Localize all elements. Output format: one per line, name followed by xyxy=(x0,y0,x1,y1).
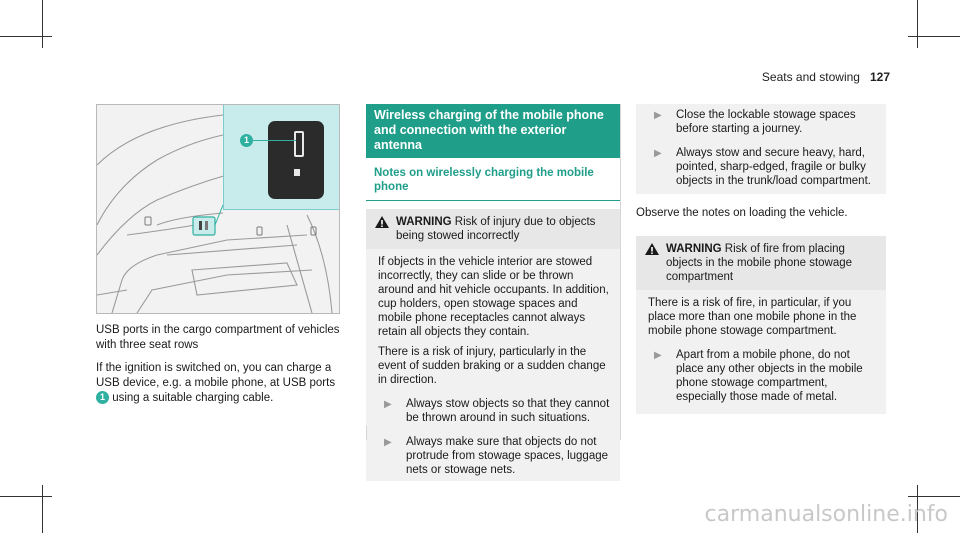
warning-body xyxy=(366,249,620,481)
instruction-item xyxy=(378,397,612,425)
warning-triangle-icon xyxy=(644,242,660,256)
warning-box xyxy=(366,209,620,481)
arrow-right-icon: ▶ xyxy=(384,399,392,410)
callout-line xyxy=(252,140,296,141)
usb-panel xyxy=(268,121,324,199)
cargo-usb-figure xyxy=(96,104,340,314)
instruction-text: Close the lockable stowage spaces before starting a journey. xyxy=(676,109,856,135)
usb-port-slot xyxy=(294,131,304,157)
usb-paragraph xyxy=(96,361,346,406)
warning-text: Risk of injury due to objects being stowed incorrectly xyxy=(396,216,596,242)
right-column xyxy=(636,104,886,414)
crop-mark xyxy=(42,485,43,533)
column-divider xyxy=(366,426,367,440)
page-number: 127 xyxy=(869,70,890,84)
running-header xyxy=(762,70,890,84)
crop-mark xyxy=(0,496,52,497)
instruction-item xyxy=(378,435,612,477)
middle-column xyxy=(366,104,620,481)
lock-icon xyxy=(294,169,300,176)
loading-note: Observe the notes on loading the vehicle. xyxy=(636,207,848,219)
warning-body xyxy=(636,290,886,414)
callout-1: 1 xyxy=(96,391,109,404)
usb-port-inset xyxy=(223,105,340,210)
usb-paragraph-end: using a suitable charging cable. xyxy=(112,392,274,404)
warning-box-continued xyxy=(636,104,886,194)
arrow-right-icon: ▶ xyxy=(654,350,662,361)
usb-paragraph-text: If the ignition is switched on, you can charge a USB device, e.g. a mobile phone, at USB ports xyxy=(96,362,336,389)
crop-mark xyxy=(0,36,52,37)
crop-mark xyxy=(908,36,960,37)
instruction-text: Always make sure that objects do not protrude from stowage spaces, luggage nets or stowage nets. xyxy=(406,436,609,476)
subsection-title: Notes on wirelessly charging the mobile phone xyxy=(366,158,620,201)
instruction-text: Always stow objects so that they cannot be thrown around in such situations. xyxy=(406,398,610,424)
instruction-item xyxy=(648,104,878,136)
crop-mark xyxy=(917,0,918,48)
warning-paragraph: There is a risk of injury, particularly in the event of sudden braking or a sudden change in direction. xyxy=(378,346,606,386)
warning-label: WARNING xyxy=(396,216,452,228)
section-title: Wireless charging of the mobile phone and connection with the exterior antenna xyxy=(366,104,620,158)
warning-label: WARNING xyxy=(666,243,722,255)
warning-header xyxy=(636,236,886,290)
header-section: Seats and stowing xyxy=(761,70,860,84)
column-divider xyxy=(620,104,621,440)
watermark: carmanualsonline.info xyxy=(704,502,948,527)
figure-caption: USB ports in the cargo compartment of vehicles with three seat rows xyxy=(96,324,340,351)
warning-triangle-icon xyxy=(374,215,390,229)
crop-mark xyxy=(908,496,960,497)
left-column-text xyxy=(96,323,346,414)
warning-header xyxy=(366,209,620,249)
warning-paragraph: If objects in the vehicle interior are stowed incorrectly, they can slide or be thrown around and hit vehicle occupants. In addition, cup holders, open stowage spaces and mobile phone receptacles cannot always retain all objects they contain. xyxy=(378,256,609,338)
instruction-text: Always stow and secure heavy, hard, pointed, sharp-edged, fragile or bulky objects in the trunk/load compartment. xyxy=(676,147,871,187)
instruction-item xyxy=(648,146,878,188)
instruction-text: Apart from a mobile phone, do not place any other objects in the mobile phone stowage compartment, especially those made of metal. xyxy=(676,349,863,403)
callout-1: 1 xyxy=(240,134,253,147)
arrow-right-icon: ▶ xyxy=(654,110,662,121)
warning-box xyxy=(636,236,886,414)
instruction-item xyxy=(648,348,878,404)
warning-paragraph: There is a risk of fire, in particular, if you place more than one mobile phone in the mobile phone stowage compartment. xyxy=(648,297,857,337)
warning-text: Risk of fire from placing objects in the mobile phone stowage compartment xyxy=(666,243,853,283)
arrow-right-icon: ▶ xyxy=(384,437,392,448)
arrow-right-icon: ▶ xyxy=(654,148,662,159)
crop-mark xyxy=(42,0,43,48)
